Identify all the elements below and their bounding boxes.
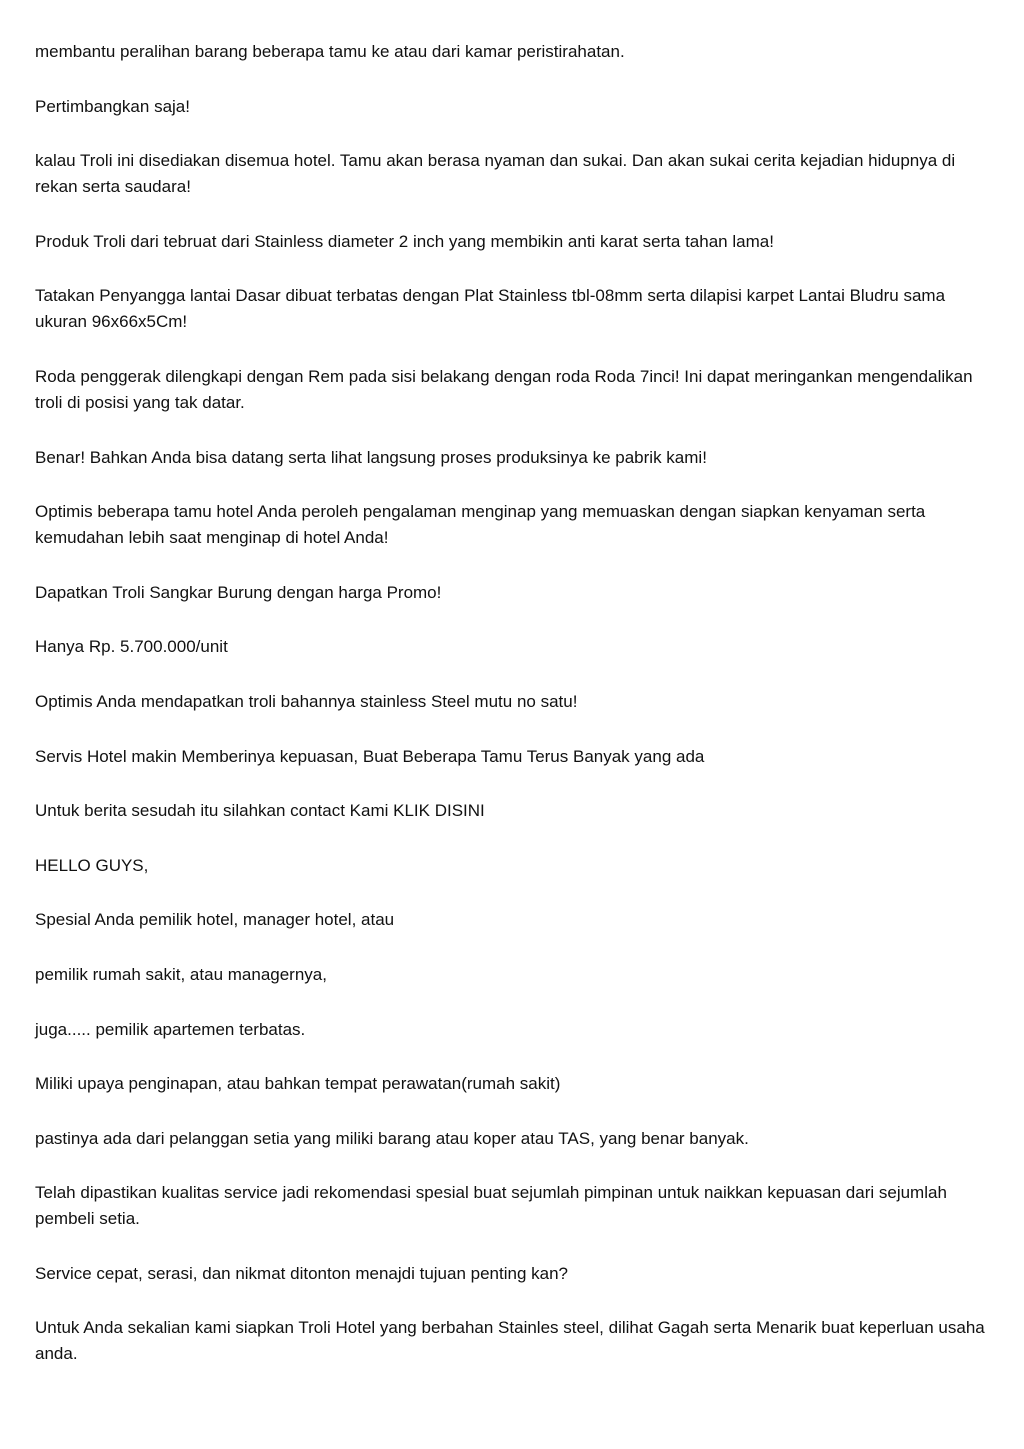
paragraph-luggage: pastinya ada dari pelanggan setia yang miliki barang atau koper atau TAS, yang benar banyak. (35, 1128, 749, 1148)
paragraph-base-plate: Tatakan Penyangga lantai Dasar dibuat terbatas dengan Plat Stainless tbl-08mm serta dilapisi karpet Lantai Bludru sama ukuran 96x66x5Cm! (35, 286, 946, 332)
paragraph-hotel-owners: Spesial Anda pemilik hotel, manager hotel, atau (35, 910, 395, 930)
paragraph-wheels: Roda penggerak dilengkapi dengan Rem pada sisi belakang dengan roda Roda 7inci! Ini dapat meringankan mengendalikan troli di posisi yang tak datar. (35, 366, 973, 412)
paragraph-apartment-owners: juga..... pemilik apartemen terbatas. (35, 1019, 306, 1039)
paragraph-stainless-product: Produk Troli dari tebruat dari Stainless diameter 2 inch yang membikin anti karat serta tahan lama! (35, 231, 774, 251)
paragraph-greeting: HELLO GUYS, (35, 855, 149, 875)
paragraph-fast-service: Service cepat, serasi, dan nikmat ditonton menajdi tujuan penting kan? (35, 1263, 568, 1283)
paragraph-price: Hanya Rp. 5.700.000/unit (35, 637, 228, 657)
paragraph-intro: membantu peralihan barang beberapa tamu ke atau dari kamar peristirahatan. (35, 42, 625, 61)
paragraph-factory-visit: Benar! Bahkan Anda bisa datang serta lihat langsung proses produksinya ke pabrik kami! (35, 447, 707, 467)
paragraph-trolley-offer: Untuk Anda sekalian kami siapkan Troli Hotel yang berbahan Stainles steel, dilihat Gagah serta Menarik buat keperluan usaha anda. (35, 1318, 985, 1364)
paragraph-quality: Optimis Anda mendapatkan troli bahannya stainless Steel mutu no satu! (35, 691, 578, 711)
paragraph-lodging: Miliki upaya penginapan, atau bahkan tempat perawatan(rumah sakit) (35, 1074, 561, 1094)
paragraph-consider: Pertimbangkan saja! (35, 96, 190, 116)
paragraph-contact: Untuk berita sesudah itu silahkan contact Kami KLIK DISINI (35, 801, 485, 821)
paragraph-hospital-owners: pemilik rumah sakit, atau managernya, (35, 964, 327, 984)
paragraph-promo: Dapatkan Troli Sangkar Burung dengan harga Promo! (35, 582, 442, 602)
paragraph-guest-experience: Optimis beberapa tamu hotel Anda peroleh pengalaman menginap yang memuaskan dengan siapkan kenyaman serta kemudahan lebih saat menginap di hotel Anda! (35, 502, 926, 548)
document-body (35, 39, 995, 1396)
paragraph-service-quality: Telah dipastikan kualitas service jadi rekomendasi spesial buat sejumlah pimpinan untuk naikkan kepuasan dari sejumlah pembeli setia. (35, 1183, 947, 1229)
paragraph-hotel-comfort: kalau Troli ini disediakan disemua hotel. Tamu akan berasa nyaman dan sukai. Dan akan sukai cerita kejadian hidupnya di rekan serta saudara! (35, 151, 956, 197)
paragraph-service: Servis Hotel makin Memberinya kepuasan, Buat Beberapa Tamu Terus Banyak yang ada (35, 746, 705, 766)
